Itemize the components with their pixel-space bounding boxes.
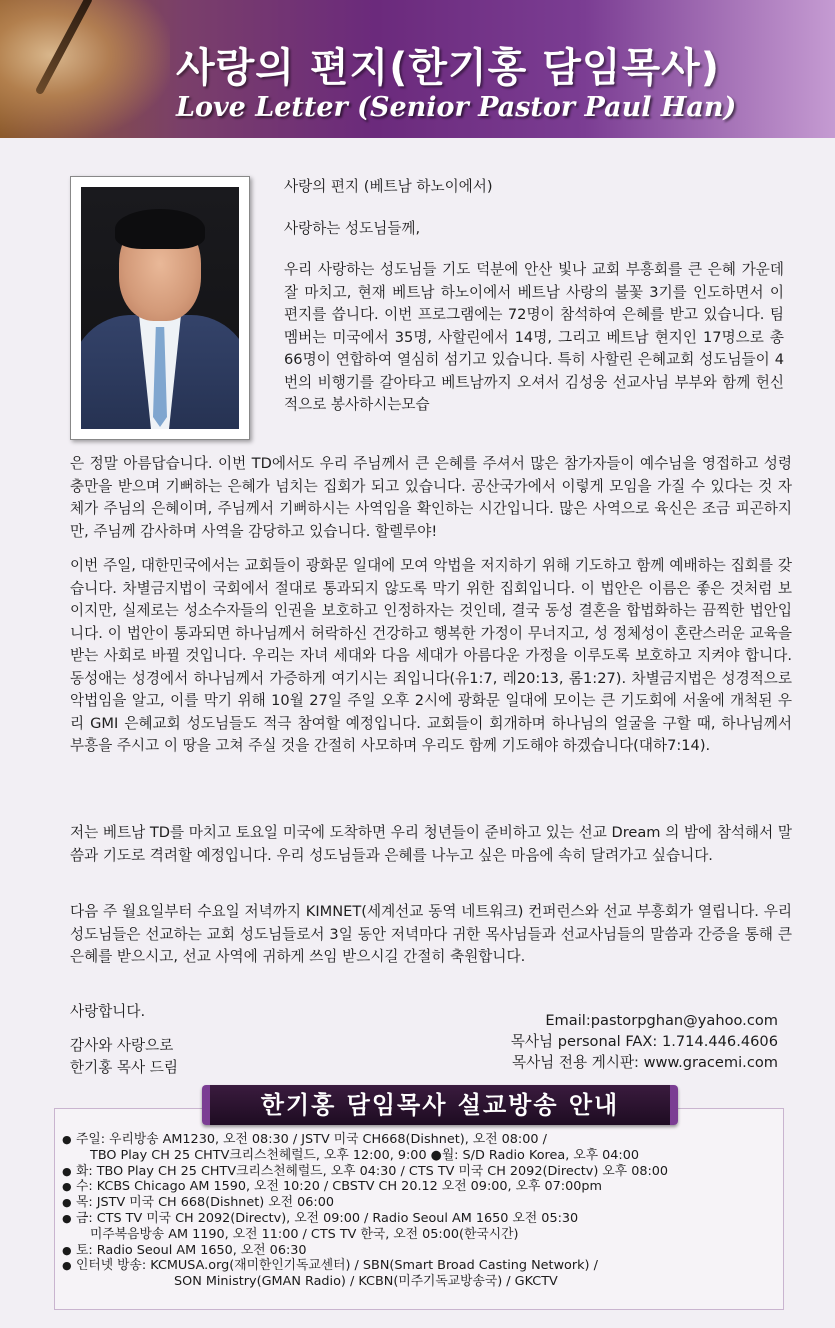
contact-info	[511, 1010, 778, 1073]
broadcast-row-wednesday	[62, 1179, 782, 1195]
bullet-icon: ●	[62, 1180, 72, 1194]
broadcast-row-internet	[62, 1258, 782, 1274]
photo-hair	[115, 209, 205, 249]
letter-paragraph-4: 다음 주 월요일부터 수요일 저녁까지 KIMNET(세계선교 동역 네트워크) 컨퍼런스와 선교 부흥회가 열립니다. 우리 성도님들은 선교하는 교회 성도님들로서 3일 동안 저녁마다 귀한 목사님들과 선교사님들의 말씀과 간증을 통해 큰 은혜를 받으시고, 선교 사역에 귀하게 쓰임 받으시길 간절히 축원합니다.	[70, 903, 792, 965]
broadcast-row-saturday	[62, 1243, 782, 1259]
contact-board[interactable]: 목사님 전용 게시판: www.gracemi.com	[511, 1054, 778, 1071]
broadcast-row-tuesday	[62, 1164, 782, 1180]
letter-closing: 사랑합니다.	[70, 1003, 146, 1020]
broadcast-line: 토: Radio Seoul AM 1650, 오전 06:30	[76, 1242, 307, 1258]
broadcast-title: 한기홍 담임목사 설교방송 안내	[202, 1085, 678, 1125]
broadcast-line: 목: JSTV 미국 CH 668(Dishnet) 오전 06:00	[76, 1195, 335, 1211]
bullet-icon: ●	[62, 1211, 72, 1225]
letter-paragraph-3: 저는 베트남 TD를 마치고 토요일 미국에 도착하면 우리 청년들이 준비하고 있는 선교 Dream 의 밤에 참석해서 말씀과 기도로 격려할 예정입니다. 우리 성도님들과 은혜를 나누고 싶은 마음에 속히 달려가고 싶습니다.	[70, 824, 792, 864]
letter-signature	[70, 1001, 178, 1080]
bullet-icon: ●	[62, 1133, 72, 1146]
broadcast-list	[62, 1132, 782, 1290]
broadcast-line: 인터넷 방송: KCMUSA.org(재미한인기독교센터) / SBN(Smart Broad Casting Network) /	[76, 1258, 598, 1274]
letter-greeting: 사랑하는 성도님들께,	[284, 219, 421, 237]
bullet-icon: ●	[62, 1196, 72, 1210]
broadcast-row-sunday-cont: TBO Play CH 25 CHTV크리스천헤럴드, 오후 12:00, 9:00 ●월: S/D Radio Korea, 오후 04:00	[90, 1147, 640, 1163]
page-subtitle: Love Letter (Senior Pastor Paul Han)	[176, 92, 737, 123]
broadcast-line: 화: TBO Play CH 25 CHTV크리스천헤럴드, 오후 04:30 / CTS TV 미국 CH 2092(Directv) 오후 08:00	[76, 1163, 669, 1179]
broadcast-line: 수: KCBS Chicago AM 1590, 오전 10:20 / CBSTV CH 20.12 오전 09:00, 오후 07:00pm	[76, 1179, 602, 1195]
pastor-photo	[81, 187, 239, 429]
letter-intro-continued: 은 정말 아름답습니다. 이번 TD에서도 우리 주님께서 큰 은혜를 주셔서 많은 참가자들이 예수님을 영접하고 성령 충만을 받으며 기뻐하는 은혜가 넘치는 집회가 되고 있습니다. 공산국가에서 이렇게 모임을 가질 수 있다는 것 자체가 주님의 은혜이며, 주님께서 기뻐하시는 사역임을 확인하는 시간입니다. 많은 사역으로 육신은 조금 피곤하지만, 주님께 감사하며 사역을 감당하고 있습니다. 할렐루야!	[70, 455, 792, 540]
broadcast-row-internet-cont: SON Ministry(GMAN Radio) / KCBN(미주기독교방송국) / GKCTV	[174, 1274, 558, 1290]
header-banner	[0, 0, 835, 138]
letter-place-line: 사랑의 편지 (베트남 하노이에서)	[284, 178, 493, 195]
page-title: 사랑의 편지(한기홍 담임목사)	[176, 45, 721, 91]
broadcast-row-friday-cont: 미주복음방송 AM 1190, 오전 11:00 / CTS TV 한국, 오전 05:00(한국시간)	[90, 1226, 519, 1242]
signature-line-2: 한기홍 목사 드림	[70, 1059, 178, 1076]
pen-and-paper-image	[0, 0, 170, 138]
broadcast-row-sunday	[62, 1132, 782, 1148]
bullet-icon: ●	[62, 1164, 72, 1178]
broadcast-row-friday	[62, 1211, 782, 1227]
letter-paragraph-2: 이번 주일, 대한민국에서는 교회들이 광화문 일대에 모여 악법을 저지하기 위해 기도하고 함께 예배하는 집회를 갖습니다. 차별금지법이 국회에서 절대로 통과되지 않도록 막기 위한 집회입니다. 이 법안은 이름은 좋은 것처럼 보이지만, 실제로는 성소수자들의 인권을 보호하고 인정하자는 것인데, 결국 동성 결혼을 합법화하는 끔찍한 법안입니다. 이 법안이 통과되면 하나님께서 허락하신 건강하고 행복한 가정이 무너지고, 성 정체성이 혼란스러운 교육을 받는 사회로 바뀔 것입니다. 우리는 자녀 세대와 다음 세대가 아름다운 가정을 이루도록 보호하고 지켜야 합니다. 동성애는 성경에서 하나님께서 가증하게 여기시는 죄입니다(유1:7, 레20:13, 롬1:27). 차별금지법은 성경적으로 악법임을 알고, 이를 막기 위해 10월 27일 주일 오후 2시에 광화문 일대에 모이는 큰 기도회에 서울에 개척된 우리 GMI 은혜교회 성도님들도 적극 참여할 예정입니다. 교회들이 회개하며 하나님의 얼굴을 구할 때, 하나님께서 부흥을 주시고 이 땅을 고쳐 주실 것을 간절히 사모하며 우리도 함께 기도해야 하겠습니다(대하7:14).	[70, 557, 792, 754]
contact-email[interactable]: Email:pastorpghan@yahoo.com	[545, 1012, 778, 1029]
broadcast-line: 주일: 우리방송 AM1230, 오전 08:30 / JSTV 미국 CH668(Dishnet), 오전 08:00 /	[76, 1132, 547, 1147]
contact-fax: 목사님 personal FAX: 1.714.446.4606	[510, 1033, 778, 1050]
bullet-icon: ●	[62, 1243, 72, 1257]
letter-intro-paragraph: 우리 사랑하는 성도님들 기도 덕분에 안산 빛나 교회 부흥회를 큰 은혜 가운데 잘 마치고, 현재 베트남 하노이에서 베트남 사랑의 불꽃 3기를 인도하면서 이 편지를 씁니다. 이번 프로그램에는 72명이 참석하여 은혜를 받고 있습니다. 팀 멤버는 미국에서 35명, 사할린에서 14명, 그리고 베트남 현지인 17명으로 총 66명이 연합하여 열심히 섬기고 있습니다. 특히 사할린 은혜교회 성도님들이 4번의 비행기를 갈아타고 베트남까지 오셔서 김성웅 선교사님 부부와 함께 헌신적으로 봉사하시는모습	[284, 261, 784, 413]
broadcast-row-thursday	[62, 1195, 782, 1211]
signature-line-1: 감사와 사랑으로	[70, 1036, 174, 1054]
broadcast-line: 금: CTS TV 미국 CH 2092(Directv), 오전 09:00 / Radio Seoul AM 1650 오전 05:30	[76, 1210, 579, 1226]
bullet-icon: ●	[62, 1259, 72, 1273]
letter-intro	[284, 176, 784, 417]
pastor-photo-frame	[70, 176, 250, 440]
